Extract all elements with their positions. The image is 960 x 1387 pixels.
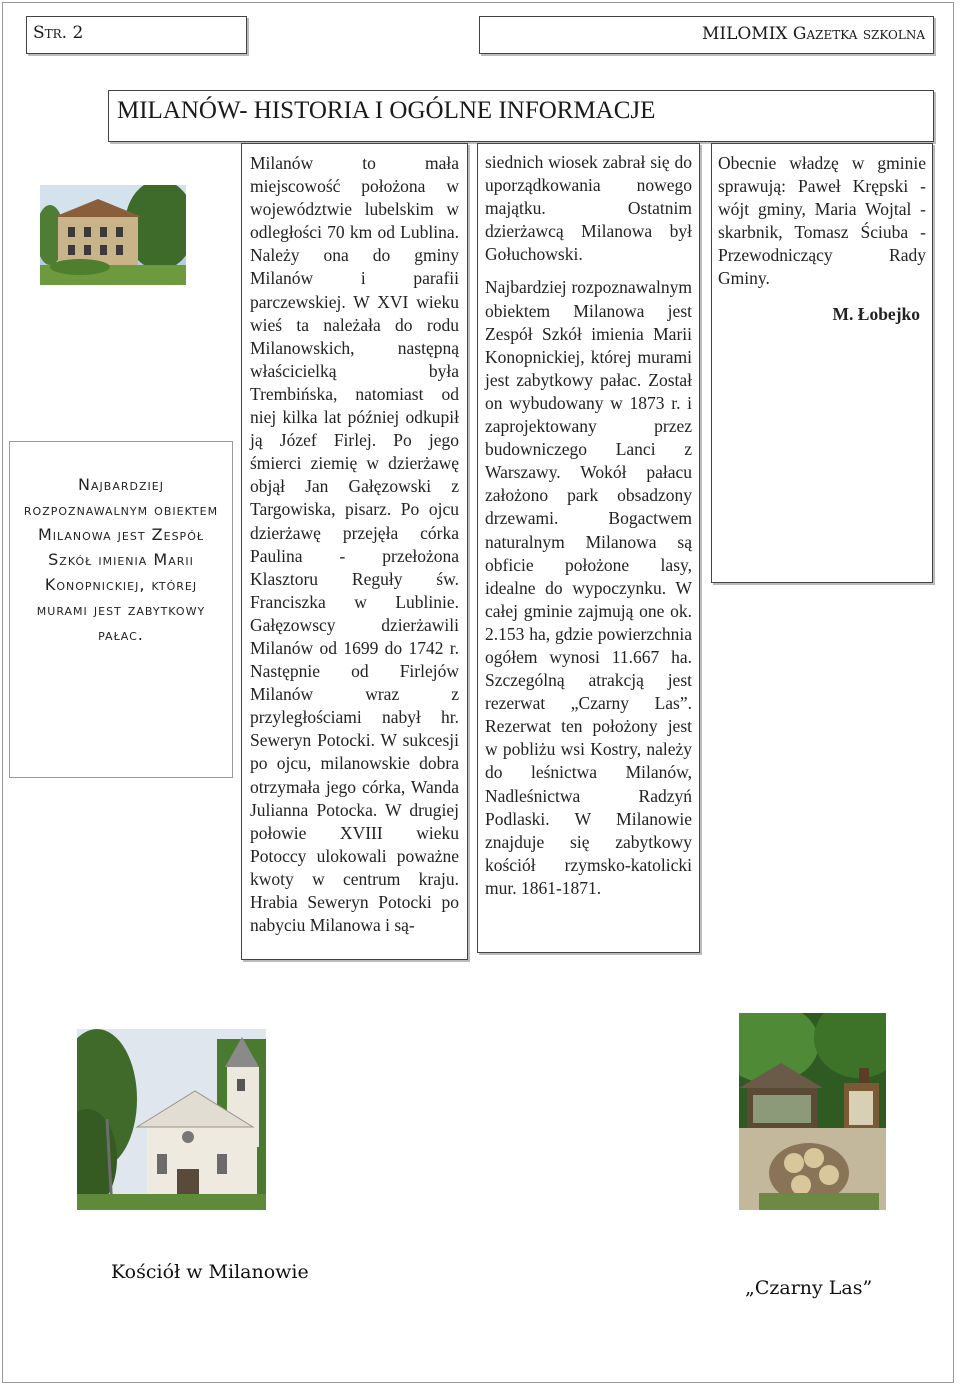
palace-photo	[40, 185, 186, 285]
column-2-paragraph-2: Najbardziej rozpoznawalnym obiektem Milanowa jest Zespół Szkół imienia Marii Konopnickiej, której murami jest zabytkowy pałac. Został on wybudowany w 1873 r. i zaprojektowany przez budowniczego Lanci z Warszawy. Wokół pałacu założono park obsadzony drzewami. Bogactwem naturalnym Milanowa są obficie położone lasy, idealne do wypoczynku. W całej gminie zajmują one ok. 2.153 ha, gdzie powierzchnia ogółem wynosi 11.667 ha. Szczególną atrakcją jest rezerwat „Czarny Las”. Rezerwat ten położony jest w pobliżu wsi Kostry, należy do leśnictwa Milanów, Nadleśnictwa Radzyń Podlaski. W Milanowie znajduje się zabytkowy kościół rzymsko-katolicki mur. 1861-1871.	[485, 277, 692, 898]
column-1-text: Milanów to mała miejscowość położona w województwie lubelskim w odległości 70 km od Lublina. Należy ona do gminy Milanów i parafii parczewskiej. W XVI wieku wieś ta należała do rodu Milanowskich, następną właścicielką była Trembińska, natomiast od niej kilka lat później odkupił ją Józef Firlej. Po jego śmierci ziemię w dzierżawę objął Jan Gałęzowski z Targowiska, pisarz. Po ojcu dzierżawę przejęła córka Paulina - przełożona Klasztoru Reguły św. Franciszka w Lublinie. Gałęzowscy dzierżawili Milanów od 1699 do 1742 r. Następnie od Firlejów Milanów wraz z przyległościami nabył hr. Seweryn Potocki. W sukcesji po ojcu, milanowskie dobra otrzymała jego córka, Wanda Julianna Potocka. W drugiej połowie XVIII wieku Potoccy ulokowali poważne kwoty w centrum kraju. Hrabia Seweryn Potocki po nabyciu Milanowa i są-	[250, 153, 459, 936]
forest-caption: „Czarny Las”	[745, 1277, 873, 1299]
article-title: MILANÓW- HISTORIA I OGÓLNE INFORMACJE	[117, 97, 656, 124]
article-title-box	[108, 90, 934, 142]
forest-photo	[739, 1013, 886, 1210]
pull-quote	[9, 441, 233, 778]
article-column-1	[241, 143, 468, 960]
pull-quote-text: Najbardziej rozpoznawalnym obiektem Milanowa jest Zespół Szkół imienia Marii Konopnickiej, której murami jest zabytkowy pałac.	[23, 475, 219, 644]
article-column-3	[711, 143, 933, 583]
page-number-box	[26, 16, 247, 54]
page-label: Str. 2	[33, 23, 84, 43]
church-photo	[77, 1029, 266, 1210]
article-column-2	[477, 143, 700, 953]
newsletter-title-box	[479, 16, 934, 54]
author-signature: M. Łobejko	[832, 303, 920, 324]
newsletter-title: MILOMIX Gazetka szkolna	[701, 24, 925, 44]
church-caption: Kościół w Milanowie	[111, 1261, 309, 1283]
column-2-paragraph-1: siednich wiosek zabrał się do uporządkowania nowego majątku. Ostatnim dzierżawcą Milanowa był Gołuchowski.	[485, 152, 692, 265]
column-3-text: Obecnie władzę w gminie sprawują: Paweł Krępski - wójt gminy, Maria Wojtal - skarbnik, Tomasz Ściuba - Przewodniczący Rady Gminy.	[718, 153, 926, 289]
